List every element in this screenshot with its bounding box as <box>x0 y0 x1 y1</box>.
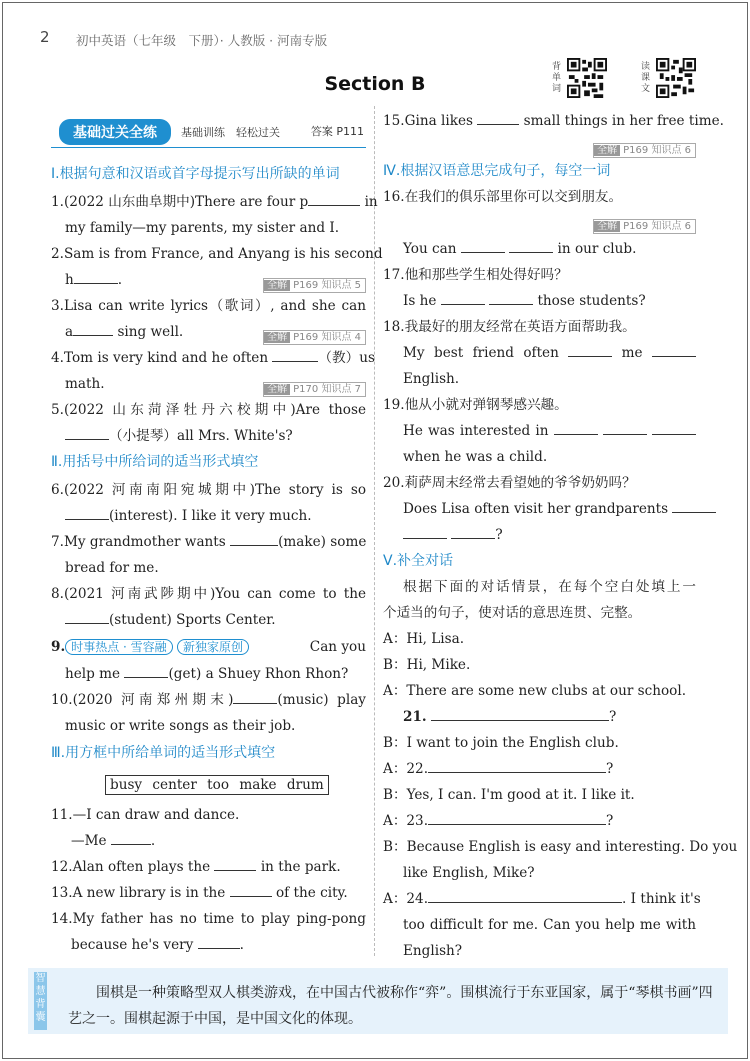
q14-line2: because he's very . <box>71 937 244 953</box>
answer-blank[interactable] <box>65 427 109 440</box>
q16-line1: 16.在我们的俱乐部里你可以交到朋友。 <box>383 189 623 205</box>
answer-blank[interactable] <box>65 611 109 624</box>
answer-blank[interactable] <box>477 112 519 125</box>
dialog-line: English? <box>403 943 463 959</box>
q5-line2: （小提琴）all Mrs. White's? <box>65 427 366 445</box>
q10-line1: 10.(2020 河南郑州期末) (music) play <box>51 692 366 708</box>
q19-line3: when he was a child. <box>403 449 548 465</box>
answer-blank[interactable] <box>111 832 151 845</box>
hot-topic-tag: 时事热点 · 雪容融 <box>65 639 172 655</box>
q8-line1: 8.(2021 河南武陟期中)You can come to the <box>51 586 366 602</box>
section-heading-4: Ⅳ.根据汉语意思完成句子，每空一词 <box>383 163 611 179</box>
wisdom-label: 智慧背囊 <box>34 972 47 1030</box>
qr-vocab[interactable] <box>552 58 607 98</box>
q13-line: 13.A new library is in the of the city. <box>51 885 348 901</box>
practice-badge <box>59 119 280 145</box>
answer-blank[interactable] <box>74 271 118 284</box>
q19-line1: 19.他从小就对弹钢琴感兴趣。 <box>383 397 568 413</box>
section-title: Section B <box>324 73 426 95</box>
q2-line2: h . <box>65 272 123 288</box>
badge-underline <box>51 147 366 148</box>
answer-blank[interactable] <box>65 507 109 520</box>
dialog-line: A：23. ? <box>383 813 614 829</box>
original-tag: 新独家原创 <box>177 639 249 655</box>
qr-vocab-label: 背单词 <box>552 61 562 94</box>
q9-line1: 9. 时事热点 · 雪容融 新独家原创 Can you <box>51 639 366 655</box>
dialog-line: A：24. . I think it's <box>383 891 701 907</box>
answer-blank[interactable] <box>431 708 609 721</box>
page-number: 2 <box>40 28 50 46</box>
q8-line2: (student) Sports Center. <box>65 611 366 629</box>
q17-line1: 17.他和那些学生相处得好吗？ <box>383 267 568 283</box>
q7-line2: bread for me. <box>65 560 159 576</box>
note-tag: 全解 P169 知识点 5 <box>263 273 366 293</box>
dialog-line: B：I want to join the English club. <box>383 735 619 751</box>
q18-line1: 18.我最好的朋友经常在英语方面帮助我。 <box>383 319 636 335</box>
answer-blank[interactable] <box>198 936 240 949</box>
qr-code-icon <box>656 58 696 98</box>
answer-blank[interactable] <box>672 500 716 513</box>
answer-blank[interactable] <box>124 665 168 678</box>
q18-line3: English. <box>403 371 460 387</box>
answer-blank[interactable] <box>568 344 612 357</box>
q2-line1: 2.Sam is from France, and Anyang is his second <box>51 246 383 262</box>
q3-line2: a sing well. <box>65 324 184 340</box>
q3-line1: 3.Lisa can write lyrics（歌词）, and she can <box>51 298 366 314</box>
answer-blank[interactable] <box>428 890 622 903</box>
answer-blank[interactable] <box>308 193 360 206</box>
section-heading-2: Ⅱ.用括号中所给词的适当形式填空 <box>51 454 259 470</box>
q11-line1: 11.—I can draw and dance. <box>51 807 240 823</box>
qr-text-label: 读课文 <box>641 61 651 94</box>
dialog-line: B：Because English is easy and interesting. Do you <box>383 839 738 855</box>
answer-blank[interactable] <box>489 292 533 305</box>
dialog-line: 21. ? <box>403 709 617 725</box>
badge-title: 基础过关全练 <box>59 119 171 145</box>
section-heading-3: Ⅲ.用方框中所给单词的适当形式填空 <box>51 745 276 761</box>
word-box: busy center too make drum <box>105 775 329 795</box>
q17-line2: Is he those students? <box>403 293 646 309</box>
answer-blank[interactable] <box>554 422 598 435</box>
q12-line: 12.Alan often plays the in the park. <box>51 859 341 875</box>
book-header: 初中英语（七年级 下册）· 人教版 · 河南专版 <box>76 33 328 48</box>
section-heading-5: Ⅴ.补全对话 <box>383 553 454 569</box>
dialog-line: A：22. ? <box>383 761 614 777</box>
q20-line3: ? <box>403 526 696 544</box>
dialog-line: A：Hi, Lisa. <box>383 631 465 647</box>
answer-blank[interactable] <box>272 349 318 362</box>
answer-blank[interactable] <box>509 240 553 253</box>
q9-line2: help me (get) a Shuey Rhon Rhon? <box>65 666 349 682</box>
note-tag: 全解 P169 知识点 6 <box>593 214 696 234</box>
dialog-line: A：There are some new clubs at our school. <box>383 683 687 699</box>
answer-blank[interactable] <box>214 858 256 871</box>
q4-line1: 4.Tom is very kind and he often （教）us <box>51 350 375 366</box>
answer-blank[interactable] <box>230 884 272 897</box>
note-tag: 全解 P170 知识点 7 <box>263 377 366 397</box>
q6-line1: 6.(2022 河南南阳宛城期中)The story is so <box>51 482 366 498</box>
q7-line1: 7.My grandmother wants (make) some <box>51 534 367 550</box>
q11-line2: —Me . <box>71 833 156 849</box>
q15-line: 15.Gina likes small things in her free time. <box>383 113 724 129</box>
answer-blank[interactable] <box>652 422 696 435</box>
answer-blank[interactable] <box>233 691 277 704</box>
answer-blank[interactable] <box>461 240 505 253</box>
answer-blank[interactable] <box>603 422 647 435</box>
answer-blank[interactable] <box>451 526 495 539</box>
q16-line2: You can in our club. <box>403 241 637 257</box>
q6-line2: (interest). I like it very much. <box>65 507 366 525</box>
q5-line1: 5.(2022 山东菏泽牡丹六校期中)Are those <box>51 402 366 418</box>
qr-text[interactable] <box>641 58 696 98</box>
note-tag: 全解 P169 知识点 6 <box>593 138 696 158</box>
dialog-intro-1: 根据下面的对话情景，在每个空白处填上一 <box>403 579 696 595</box>
answer-blank[interactable] <box>230 533 278 546</box>
q10-line2: music or write songs as their job. <box>65 718 296 734</box>
answer-blank[interactable] <box>428 812 606 825</box>
section-heading-1: Ⅰ.根据句意和汉语或首字母提示写出所缺的单词 <box>51 166 340 182</box>
q4-line2: math. <box>65 376 105 392</box>
wisdom-text: 围棋是一种策略型双人棋类游戏，在中国古代被称作“弈”。围棋流行于东亚国家，属于“琴棋书画”四艺之一。围棋起源于中国，是中国文化的体现。 <box>68 985 713 1027</box>
answer-blank[interactable] <box>403 526 447 539</box>
answer-blank[interactable] <box>652 344 696 357</box>
q18-line2: My best friend often me <box>403 344 696 362</box>
column-divider <box>374 106 375 956</box>
q20-line1: 20.莉萨周末经常去看望她的爷爷奶奶吗？ <box>383 475 636 491</box>
qr-code-icon <box>567 58 607 98</box>
note-tag: 全解 P169 知识点 4 <box>263 325 366 345</box>
q20-line2: Does Lisa often visit her grandparents <box>403 500 696 518</box>
answer-blank[interactable] <box>428 760 606 773</box>
dialog-line: too difficult for me. Can you help me with <box>403 917 696 933</box>
answer-page-ref: 答案 P111 <box>310 125 364 138</box>
answer-blank[interactable] <box>441 292 485 305</box>
wisdom-box <box>28 968 728 1034</box>
q1-line2: my family—my parents, my sister and I. <box>65 220 340 236</box>
dialog-line: B：Hi, Mike. <box>383 657 471 673</box>
q1-line1: 1.(2022 山东曲阜期中)There are four p in <box>51 194 378 210</box>
dialog-line: like English, Mike? <box>403 865 535 881</box>
dialog-line: B：Yes, I can. I'm good at it. I like it. <box>383 787 635 803</box>
badge-subtitle: 基础训练 轻松过关 <box>181 126 280 139</box>
answer-blank[interactable] <box>73 323 113 336</box>
q14-line1: 14.My father has no time to play ping-pong <box>51 911 366 927</box>
dialog-intro-2: 个适当的句子，使对话的意思连贯、完整。 <box>383 605 642 621</box>
q19-line2: He was interested in <box>403 422 696 440</box>
